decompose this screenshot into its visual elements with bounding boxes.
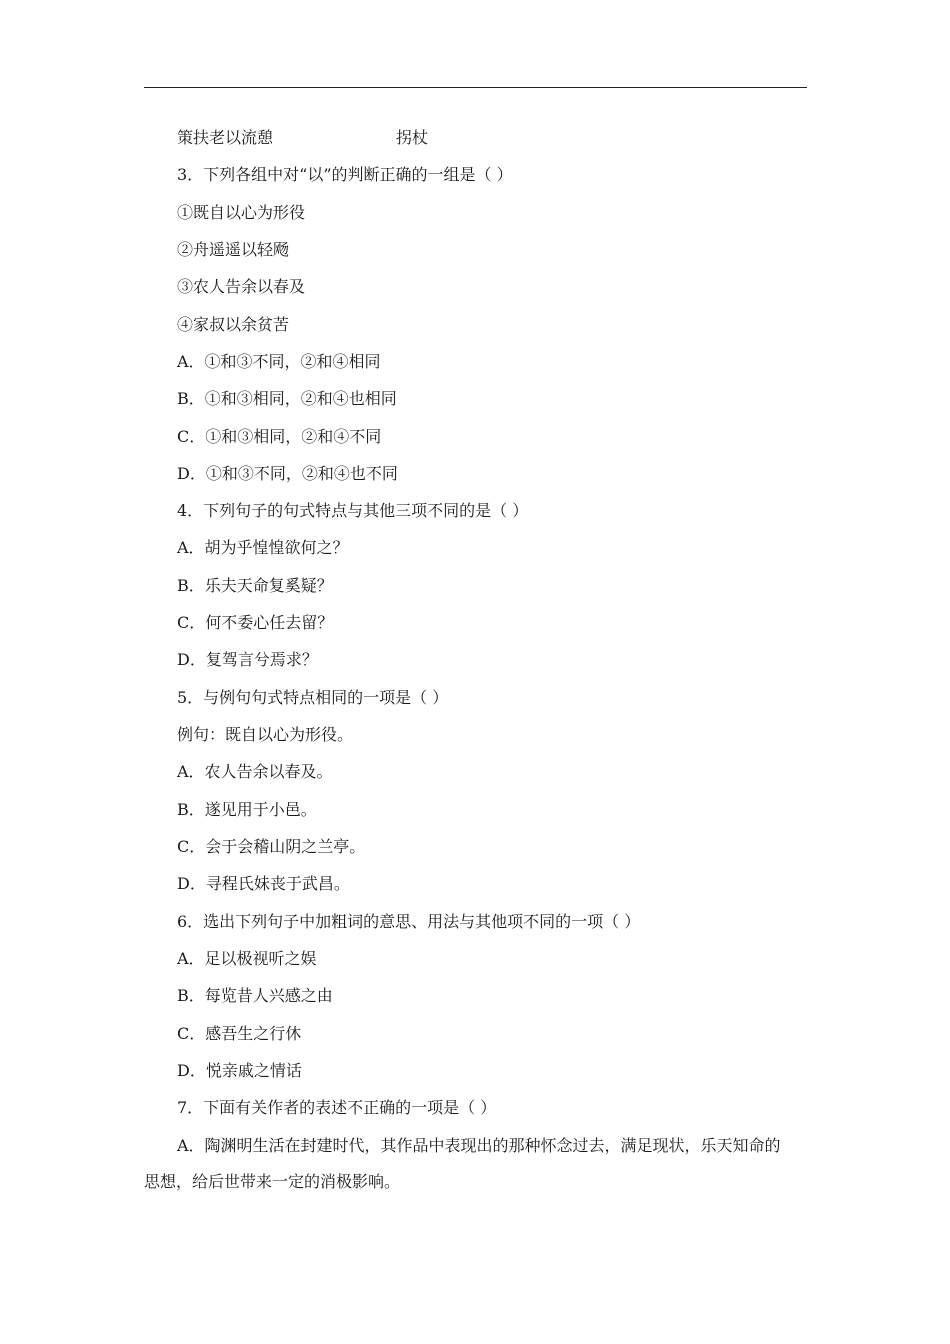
example-sentence: 例句：既自以心为形役。 (177, 725, 354, 744)
question-6: 6．选出下列句子中加粗词的意思、用法与其他项不同的一项（ ） (177, 912, 641, 931)
option-a: A．①和③不同，②和④相同 (177, 352, 381, 371)
option-b: B．每览昔人兴感之由 (177, 986, 333, 1005)
option-c: C．①和③相同，②和④不同 (177, 427, 382, 446)
option-d: D．悦亲戚之情话 (177, 1061, 302, 1080)
text-line: ③农人告余以春及 (177, 277, 306, 296)
option-c: C．感吾生之行休 (177, 1024, 302, 1043)
option-d: D．复驾言兮焉求？ (177, 650, 318, 669)
question-4: 4．下列句子的句式特点与其他三项不同的是（ ） (177, 501, 529, 520)
option-a: A．胡为乎惶惶欲何之？ (177, 538, 349, 557)
question-7: 7．下面有关作者的表述不正确的一项是（ ） (177, 1098, 497, 1117)
gloss-note: 拐杖 (396, 128, 429, 147)
option-c: C．何不委心任去留？ (177, 613, 334, 632)
option-b: B．乐夫天命复奚疑？ (177, 576, 333, 595)
text-line: ④家叔以余贫苦 (177, 315, 290, 334)
option-a: A．农人告余以春及。 (177, 762, 333, 781)
option-b: B．①和③相同，②和④也相同 (177, 389, 397, 408)
option-a: A．足以极视听之娱 (177, 949, 317, 968)
paragraph-line-1: A．陶渊明生活在封建时代，其作品中表现出的那种怀念过去，满足现状，乐天知命的 (177, 1136, 781, 1155)
text-line: ①既自以心为形役 (177, 203, 306, 222)
option-b: B．遂见用于小邑。 (177, 800, 317, 819)
option-paragraph (144, 1128, 807, 1200)
option-c: C．会于会稽山阴之兰亭。 (177, 837, 366, 856)
text-line: 策扶老以流憩 (177, 128, 274, 147)
option-d: D．①和③不同，②和④也不同 (177, 464, 398, 483)
option-d: D．寻程氏妹丧于武昌。 (177, 874, 350, 893)
text-line: ②舟遥遥以轻飏 (177, 240, 290, 259)
paragraph-line-2: 思想，给后世带来一定的消极影响。 (144, 1172, 401, 1191)
question-5: 5．与例句句式特点相同的一项是（ ） (177, 688, 449, 707)
question-3: 3．下列各组中对“以”的判断正确的一组是（ ） (177, 165, 513, 184)
header-rule (144, 87, 807, 88)
